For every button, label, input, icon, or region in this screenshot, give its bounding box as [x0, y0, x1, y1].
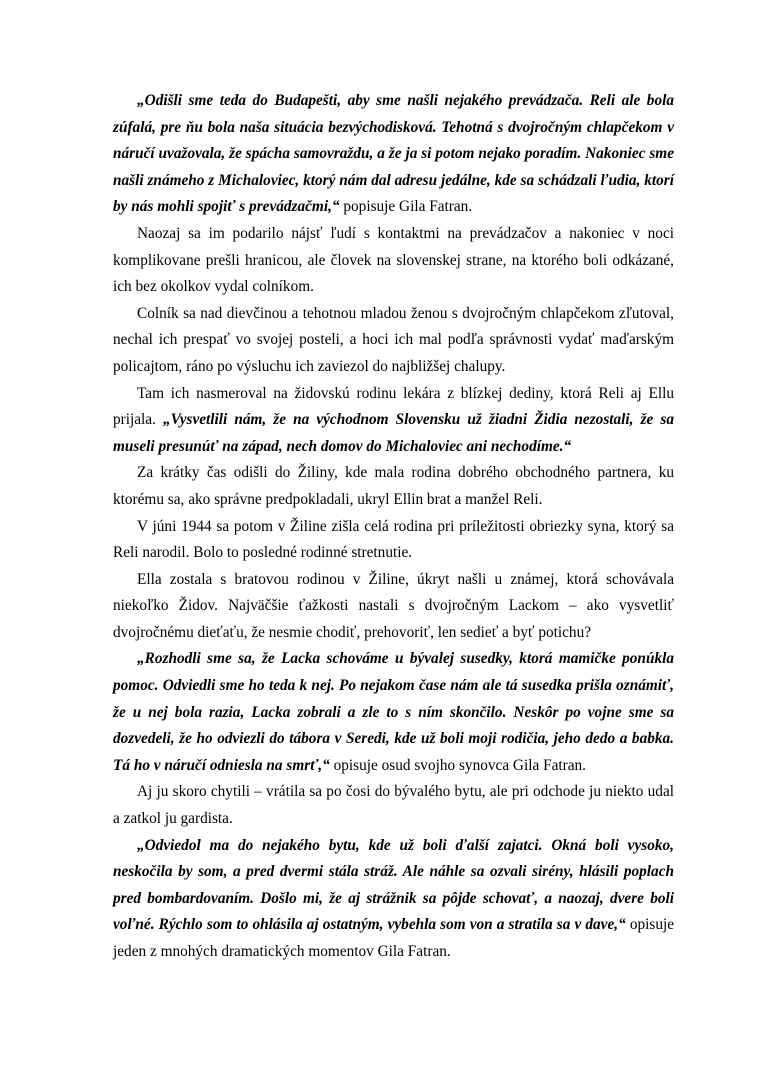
- paragraph-9: [113, 779, 674, 832]
- attribution-text: popisuje Gila Fatran.: [339, 198, 473, 216]
- paragraph-10: [113, 833, 674, 966]
- body-text: Naozaj sa im podarilo nájsť ľudí s kontaktmi na prevádzačov a nakoniec v noci komplikovane prešli hranicou, ale človek na slovenskej strane, na ktorého boli odkázané, ich bez okolkov vydal colníkom.: [113, 224, 674, 296]
- document-page: [113, 88, 674, 966]
- body-text: Aj ju skoro chytili – vrátila sa po čosi do bývalého bytu, ale pri odchode ju niekto udal a zatkol ju gardista.: [113, 783, 674, 828]
- quote-text: „Odviedol ma do nejakého bytu, kde už boli ďalší zajatci. Okná boli vysoko, neskočila by som, a pred dvermi stála stráž. Ale náhle sa ozvali sirény, hlásili poplach pred bombardovaním. Došlo mi, že aj strážnik sa pôjde schovať, a naozaj, dvere boli voľné. Rýchlo som to ohlásila aj ostatným, vybehla som von a stratila sa v dave,“: [113, 836, 674, 934]
- paragraph-6: [113, 514, 674, 567]
- body-text: V júni 1944 sa potom v Žiline zišla celá rodina pri príležitosti obriezky syna, ktorý sa Reli narodil. Bolo to posledné rodinné stretnutie.: [113, 517, 674, 562]
- paragraph-8: [113, 646, 674, 779]
- paragraph-1: [113, 88, 674, 221]
- attribution-text: opisuje jeden z mnohých dramatických momentov Gila Fatran.: [113, 916, 675, 960]
- quote-text: „Odišli sme teda do Budapešti, aby sme našli nejakého prevádzača. Reli ale bola zúfalá, pre ňu bola naša situácia bezvýchodisková. Tehotná s dvojročným chlapčekom v náručí uvažovala, že spácha samovraždu, a že ja si potom nejako poradím. Nakoniec sme našli známeho z Michaloviec, ktorý nám dal adresu jedálne, kde sa schádzali ľudia, ktorí by nás mohli spojiť s prevádzačmi,“: [113, 92, 674, 216]
- body-text: Tam ich nasmeroval na židovskú rodinu lekára z blízkej dediny, ktorá Reli aj Ellu prijala.: [113, 384, 674, 429]
- quote-text: „Rozhodli sme sa, že Lacka schováme u bývalej susedky, ktorá mamičke ponúkla pomoc. Odviedli sme ho teda k nej. Po nejakom čase nám ale tá susedka prišla oznámiť, že u nej bola razia, Lacka zobrali a zle to s ním skončilo. Neskôr po vojne sme sa dozvedeli, že ho odviezli do tábora v Seredi, kde už boli moji rodičia, jeho dedo a babka. Tá ho v náručí odniesla na smrť,“: [113, 650, 674, 774]
- paragraph-2: [113, 221, 674, 301]
- attribution-text: opisuje osud svojho synovca Gila Fatran.: [329, 756, 586, 774]
- body-text: Ella zostala s bratovou rodinou v Žiline, úkryt našli u známej, ktorá schovávala niekoľko Židov. Najväčšie ťažkosti nastali s dvojročným Lackom – ako vysvetliť dvojročnému dieťaťu, že nesmie chodiť, prehovoriť, len sedieť a byť potichu?: [113, 570, 674, 641]
- body-text: Colník sa nad dievčinou a tehotnou mladou ženou s dvojročným chlapčekom zľutoval, nechal ich prespať vo svojej posteli, a hoci ich mal podľa správnosti vydať maďarským policajtom, ráno po výsluchu ich zaviezol do najbližšej chalupy.: [113, 304, 674, 375]
- body-text: Za krátky čas odišli do Žiliny, kde mala rodina dobrého obchodného partnera, ku ktorému sa, ako správne predpokladali, ukryl Ellin brat a manžel Reli.: [113, 464, 674, 508]
- paragraph-7: [113, 567, 674, 647]
- paragraph-5: [113, 460, 674, 513]
- quote-text: „Vysvetlili nám, že na východnom Slovensku už žiadni Židia nezostali, že sa museli presunúť na západ, nech domov do Michaloviec ani nechodíme.“: [113, 411, 674, 455]
- paragraph-4: [113, 381, 674, 461]
- paragraph-3: [113, 301, 674, 381]
